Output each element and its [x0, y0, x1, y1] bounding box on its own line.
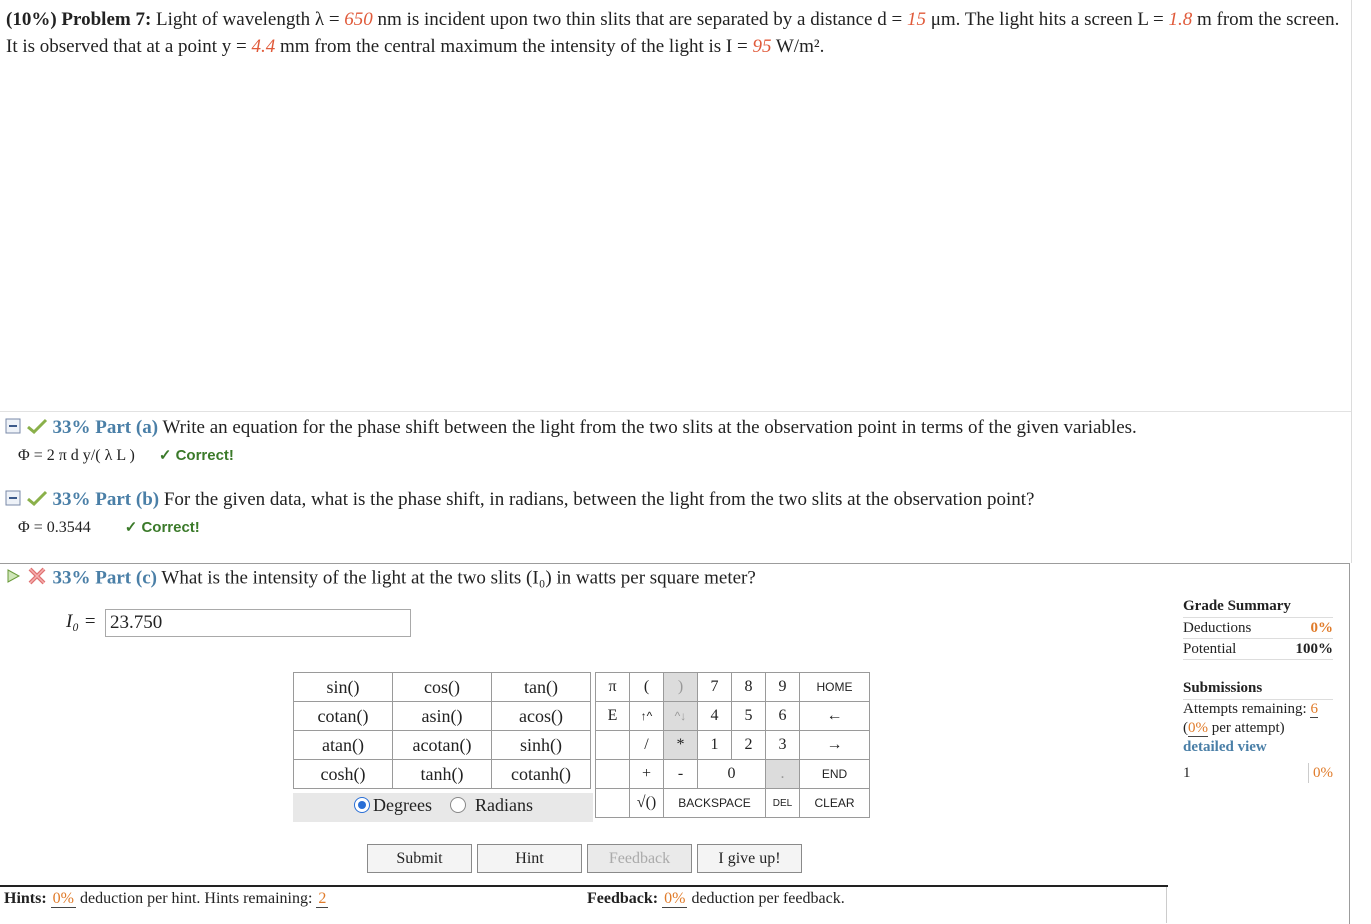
key-clear[interactable]: CLEAR — [800, 789, 870, 818]
answer-input[interactable] — [105, 609, 411, 637]
feedback-info — [587, 890, 845, 908]
key-0[interactable]: 0 — [698, 760, 766, 789]
part-a-header[interactable] — [5, 417, 1137, 440]
key-blank — [596, 789, 630, 818]
key-acos[interactable]: acos() — [492, 702, 591, 731]
part-c-header[interactable] — [5, 567, 756, 591]
key-sin[interactable]: sin() — [294, 673, 393, 702]
key-cotan[interactable]: cotan() — [294, 702, 393, 731]
hints-text: deduction per hint. Hints remaining: — [80, 890, 313, 907]
key-blank — [596, 760, 630, 789]
value-I: 95 — [752, 36, 772, 57]
check-icon — [26, 418, 48, 440]
key-pi[interactable]: π — [596, 673, 630, 702]
hints-deduction: 0% — [52, 890, 74, 907]
key-asin[interactable]: asin() — [393, 702, 492, 731]
problem-text-4: m from the screen. It is observed that at a point y = — [6, 9, 1340, 57]
submit-button[interactable]: Submit — [367, 844, 472, 873]
problem-text-1: Light of wavelength λ = — [156, 9, 345, 30]
key-close-paren[interactable]: ) — [664, 673, 698, 702]
key-right[interactable]: → — [800, 731, 870, 760]
key-backspace[interactable]: BACKSPACE — [664, 789, 766, 818]
key-divide[interactable]: / — [630, 731, 664, 760]
collapse-icon[interactable] — [5, 418, 21, 440]
key-cosh[interactable]: cosh() — [294, 760, 393, 789]
value-d: 15 — [906, 9, 926, 30]
key-cos[interactable]: cos() — [393, 673, 492, 702]
key-dot[interactable]: . — [766, 760, 800, 789]
key-up[interactable]: ↑^ — [630, 702, 664, 731]
key-e[interactable]: E — [596, 702, 630, 731]
feedback-label: Feedback: — [587, 890, 659, 907]
key-atan[interactable]: atan() — [294, 731, 393, 760]
footer-side-divider — [1166, 887, 1167, 923]
key-left[interactable]: ← — [800, 702, 870, 731]
feedback-button[interactable]: Feedback — [587, 844, 692, 873]
wrong-x-icon — [26, 567, 48, 591]
attempts-info — [1183, 700, 1333, 757]
part-b-question: For the given data, what is the phase shift, in radians, between the light from the two slits at the observation point? — [163, 489, 1035, 510]
submission-row — [1183, 763, 1333, 783]
part-b-status: ✓ Correct! — [124, 519, 200, 536]
key-1[interactable]: 1 — [698, 731, 732, 760]
key-sqrt[interactable]: √() — [630, 789, 664, 818]
footer-divider — [0, 885, 1168, 887]
grade-summary-title: Grade Summary — [1183, 598, 1333, 618]
key-4[interactable]: 4 — [698, 702, 732, 731]
key-acotan[interactable]: acotan() — [393, 731, 492, 760]
radians-radio[interactable] — [450, 797, 466, 813]
key-sinh[interactable]: sinh() — [492, 731, 591, 760]
grade-summary — [1183, 598, 1333, 783]
value-L: 1.8 — [1168, 9, 1193, 30]
check-icon — [26, 490, 48, 512]
potential-label: Potential — [1183, 641, 1237, 657]
part-a-status: ✓ Correct! — [158, 447, 234, 464]
key-minus[interactable]: - — [664, 760, 698, 789]
answer-label: I₀ = — [66, 611, 97, 632]
key-9[interactable]: 9 — [766, 673, 800, 702]
degrees-label: Degrees — [373, 795, 432, 815]
key-6[interactable]: 6 — [766, 702, 800, 731]
key-5[interactable]: 5 — [732, 702, 766, 731]
part-b-answer: Φ = 0.3544 — [18, 519, 91, 536]
problem-text-3: μm. The light hits a screen L = — [925, 9, 1169, 30]
submission-pct: 0% — [1308, 763, 1333, 783]
key-tanh[interactable]: tanh() — [393, 760, 492, 789]
collapse-icon[interactable] — [5, 490, 21, 512]
hints-remaining: 2 — [318, 890, 327, 907]
part-c-question: What is the intensity of the light at the two slits (I₀) in watts per square meter? — [161, 567, 756, 589]
submissions-title: Submissions — [1183, 680, 1333, 700]
per-attempt-open: ( — [1183, 720, 1188, 736]
problem-statement — [6, 6, 1346, 60]
attempts-remaining: 6 — [1310, 701, 1318, 717]
problem-text-5: mm from the central maximum the intensity of the light is I = — [275, 36, 753, 57]
deductions-row — [1183, 618, 1333, 639]
angle-mode-group — [293, 793, 593, 822]
deductions-label: Deductions — [1183, 620, 1252, 636]
give-up-button[interactable]: I give up! — [697, 844, 802, 873]
feedback-deduction: 0% — [664, 890, 686, 907]
radians-label: Radians — [475, 795, 533, 815]
part-a-answer: Φ = 2 π d y/( λ L ) — [18, 447, 135, 464]
key-plus[interactable]: + — [630, 760, 664, 789]
hints-label: Hints: — [4, 890, 47, 907]
potential-value: 100% — [1295, 641, 1333, 657]
hints-info — [4, 890, 328, 908]
submission-index: 1 — [1183, 765, 1191, 781]
detailed-view-link[interactable]: detailed view — [1183, 739, 1267, 755]
part-c-title: 33% Part (c) — [52, 567, 157, 589]
potential-row — [1183, 639, 1333, 660]
key-cotanh[interactable]: cotanh() — [492, 760, 591, 789]
part-b-header[interactable] — [5, 489, 1035, 512]
part-a-answer-row — [18, 446, 234, 465]
problem-text-6: W/m². — [771, 36, 825, 57]
key-3[interactable]: 3 — [766, 731, 800, 760]
part-a-title: 33% Part (a) — [52, 417, 159, 438]
key-down[interactable]: ^↓ — [664, 702, 698, 731]
right-divider — [1351, 0, 1352, 563]
key-multiply[interactable]: * — [664, 731, 698, 760]
key-8[interactable]: 8 — [732, 673, 766, 702]
key-del[interactable]: DEL — [766, 789, 800, 818]
attempts-text: Attempts remaining: — [1183, 701, 1307, 717]
problem-prefix: (10%) Problem 7: — [6, 9, 152, 30]
expand-arrow-icon[interactable] — [5, 568, 21, 590]
value-y: 4.4 — [251, 36, 276, 57]
feedback-text: deduction per feedback. — [691, 890, 845, 907]
key-2[interactable]: 2 — [732, 731, 766, 760]
key-end[interactable]: END — [800, 760, 870, 789]
function-keypad — [293, 672, 591, 789]
section-divider — [0, 411, 1351, 412]
key-blank — [596, 731, 630, 760]
value-lambda: 650 — [344, 9, 373, 30]
number-keypad — [595, 672, 870, 818]
problem-text-2: nm is incident upon two thin slits that are separated by a distance d = — [372, 9, 907, 30]
per-attempt-pct: 0% — [1188, 720, 1208, 736]
part-b-answer-row — [18, 518, 200, 537]
per-attempt-text: per attempt) — [1211, 720, 1285, 736]
key-tan[interactable]: tan() — [492, 673, 591, 702]
key-7[interactable]: 7 — [698, 673, 732, 702]
degrees-radio[interactable] — [354, 797, 370, 813]
key-open-paren[interactable]: ( — [630, 673, 664, 702]
deductions-value: 0% — [1310, 620, 1333, 636]
part-b-title: 33% Part (b) — [52, 489, 160, 510]
part-a-question: Write an equation for the phase shift between the light from the two slits at the observation point in terms of the given variables. — [162, 417, 1137, 438]
key-home[interactable]: HOME — [800, 673, 870, 702]
hint-button[interactable]: Hint — [477, 844, 582, 873]
